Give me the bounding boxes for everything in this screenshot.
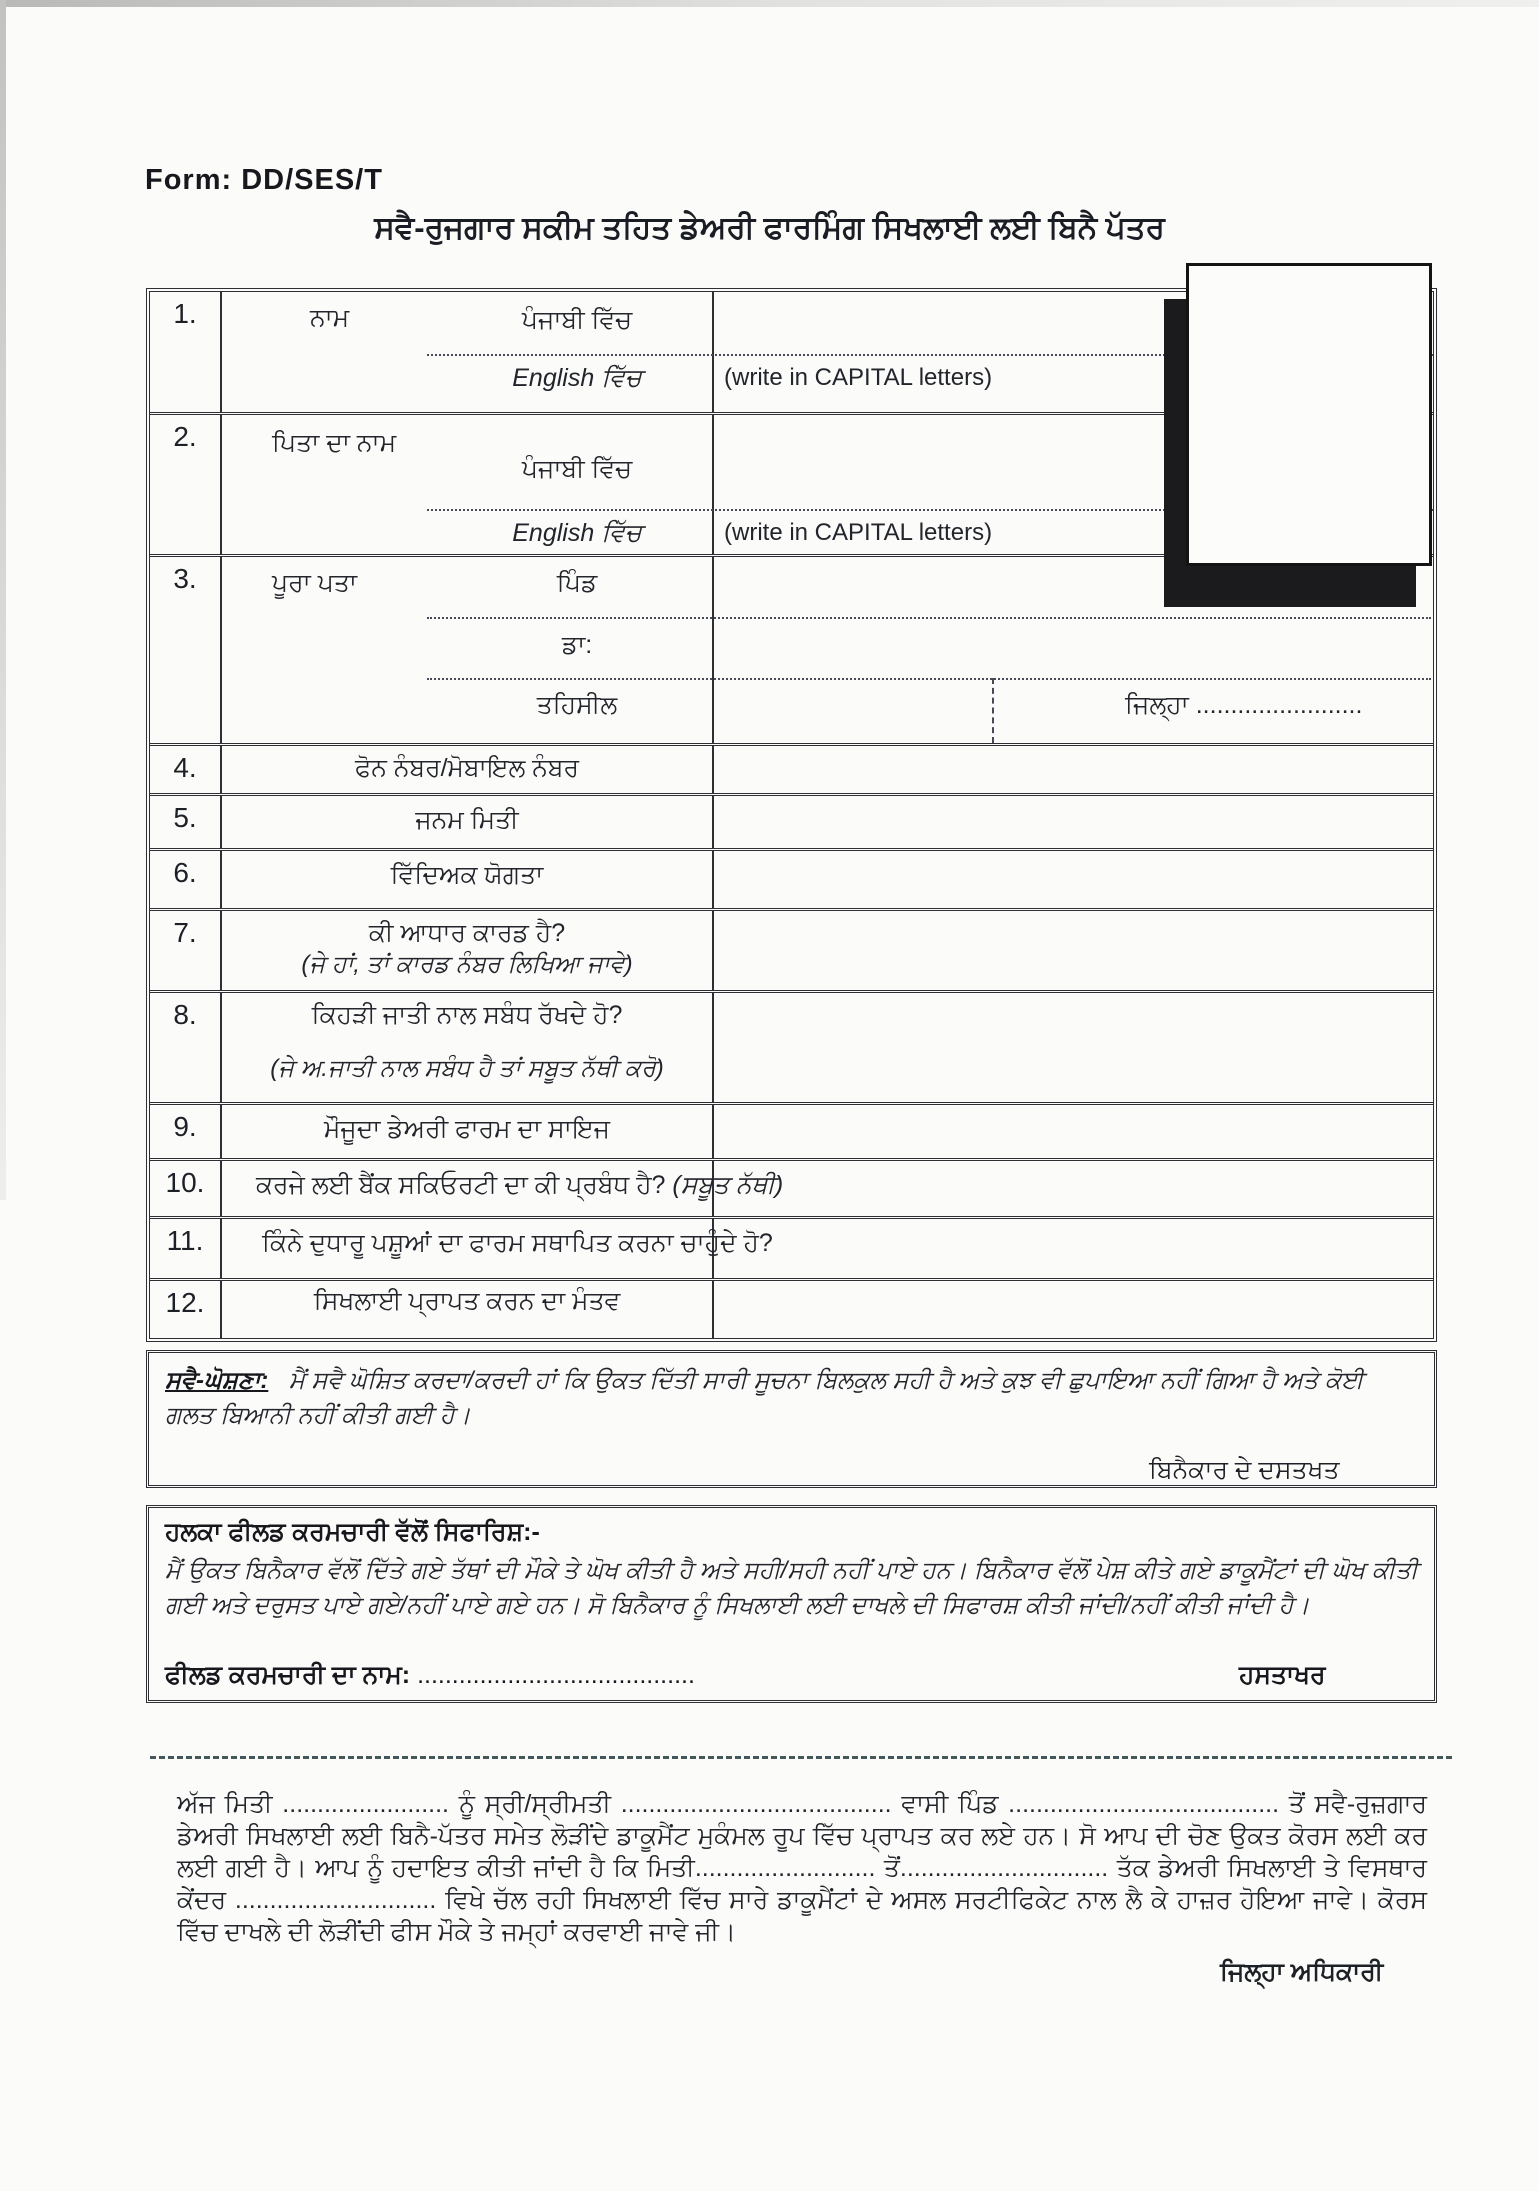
- table-row-dob: [150, 793, 1433, 848]
- name-label: ਨਾਮ: [310, 304, 350, 332]
- farm-size-label-cell: [222, 1105, 714, 1158]
- capital-letters-note: (write in CAPITAL letters): [724, 364, 993, 391]
- farm-size-label: ਮੌਜੂਦਾ ਡੇਅਰੀ ਫਾਰਮ ਦਾ ਸਾਇਜ: [323, 1115, 610, 1143]
- education-label: ਵਿੱਦਿਅਕ ਯੋਗਤਾ: [390, 861, 544, 889]
- dob-input-area[interactable]: [714, 796, 1433, 848]
- self-declaration-body: ਮੈਂ ਸਵੈ ਘੋਸ਼ਿਤ ਕਰਦਾ/ਕਰਦੀ ਹਾਂ ਕਿ ਉਕਤ ਦਿੱਤੀ ਸਾਰੀ ਸੂਚਨਾ ਬਿਲਕੁਲ ਸਹੀ ਹੈ ਅਤੇ ਕੁਝ ਵੀ ਛੁਪਾਇਆ ਨਹੀਂ ਗਿਆ ਹੈ ਅਤੇ ਕੋਈ ਗਲਤ ਬਿਆਨੀ ਨਹੀਂ ਕੀਤੀ ਗਈ ਹੈ।: [165, 1367, 1364, 1429]
- admission-note-paragraph: ਅੱਜ ਮਿਤੀ ........................ ਨੂੰ ਸ੍ਰੀ/ਸ੍ਰੀਮਤੀ ....................................... ਵਾਸੀ ਪਿੰਡ ....................................... ਤੋਂ ਸਵੈ-ਰੁਜ਼ਗਾਰ ਡੇਅਰੀ ਸਿਖਲਾਈ ਲਈ ਬਿਨੈ-ਪੱਤਰ ਸਮੇਤ ਲੋੜੀਂਦੇ ਡਾਕੂਮੈਂਟ ਮੁਕੰਮਲ ਰੂਪ ਵਿੱਚ ਪ੍ਰਾਪਤ ਕਰ ਲਏ ਹਨ। ਸੋ ਆਪ ਦੀ ਚੋਣ ਉਕਤ ਕੋਰਸ ਲਈ ਕਰ ਲਈ ਗਈ ਹੈ। ਆਪ ਨੂੰ ਹਦਾਇਤ ਕੀਤੀ ਜਾਂਦੀ ਹੈ ਕਿ ਮਿਤੀ.......................... ਤੋਂ.............................. ਤੱਕ ਡੇਅਰੀ ਸਿਖਲਾਈ ਤੇ ਵਿਸਥਾਰ ਕੇਂਦਰ ............................. ਵਿਖੇ ਚੱਲ ਰਹੀ ਸਿਖਲਾਈ ਵਿੱਚ ਸਾਰੇ ਡਾਕੂਮੈਂਟਾਂ ਦੇ ਅਸਲ ਸਰਟੀਫਿਕੇਟ ਨਾਲ ਲੈ ਕੇ ਹਾਜ਼ਰ ਹੋਇਆ ਜਾਵੇ। ਕੋਰਸ ਵਿੱਚ ਦਾਖਲੇ ਦੀ ਲੋੜੀਂਦੀ ਫੀਸ ਮੌਕੇ ਤੇ ਜਮ੍ਹਾਂ ਕਰਵਾਈ ਜਾਵੇ ਜੀ।: [177, 1790, 1427, 1946]
- address-label-cell: [222, 557, 714, 743]
- row-number: 5.: [150, 796, 222, 848]
- name-punjabi-sublabel: ਪੰਜਾਬੀ ਵਿੱਚ: [521, 306, 633, 334]
- district-label: ਜਿਲ੍ਹਾ: [1125, 691, 1189, 719]
- table-row-bank-security: [150, 1158, 1433, 1216]
- field-staff-heading: ਹਲਕਾ ਫੀਲਡ ਕਰਮਚਾਰੀ ਵੱਲੋਂ ਸਿਫਾਰਿਸ਼:-: [165, 1518, 540, 1546]
- applicant-signature-label: ਬਿਨੈਕਾਰ ਦੇ ਦਸਤਖਤ: [1149, 1456, 1340, 1484]
- table-row-aadhaar: [150, 908, 1433, 990]
- field-staff-body: ਮੈਂ ਉਕਤ ਬਿਨੈਕਾਰ ਵੱਲੋਂ ਦਿੱਤੇ ਗਏ ਤੱਥਾਂ ਦੀ ਮੌਕੇ ਤੇ ਘੋਖ ਕੀਤੀ ਹੈ ਅਤੇ ਸਹੀ/ਸਹੀ ਨਹੀਂ ਪਾਏ ਹਨ। ਬਿਨੈਕਾਰ ਵੱਲੋਂ ਪੇਸ਼ ਕੀਤੇ ਗਏ ਡਾਕੂਮੈਂਟਾਂ ਦੀ ਘੋਖ ਕੀਤੀ ਗਈ ਅਤੇ ਦਰੁਸਤ ਪਾਏ ਗਏ/ਨਹੀਂ ਪਾਏ ਗਏ ਹਨ। ਸੋ ਬਿਨੈਕਾਰ ਨੂੰ ਸਿਖਲਾਈ ਲਈ ਦਾਖਲੇ ਦੀ ਸਿਫਾਰਸ਼ ਕੀਤੀ ਜਾਂਦੀ/ਨਹੀਂ ਕੀਤੀ ਜਾਂਦੀ ਹੈ।: [165, 1557, 1418, 1619]
- row-number: 3.: [150, 557, 222, 743]
- row-number: 7.: [150, 911, 222, 990]
- caste-note: (ਜੇ ਅ.ਜਾਤੀ ਨਾਲ ਸਬੰਧ ਹੈ ਤਾਂ ਸਬੂਤ ਨੱਥੀ ਕਰੋ): [270, 1055, 664, 1082]
- table-row-milch-animals: [150, 1216, 1433, 1278]
- aadhaar-label: ਕੀ ਆਧਾਰ ਕਾਰਡ ਹੈ?: [368, 919, 566, 947]
- table-row-farm-size: [150, 1102, 1433, 1158]
- table-row-caste: [150, 990, 1433, 1102]
- row-number: 1.: [150, 292, 222, 412]
- post-office-sublabel: ਡਾ:: [561, 631, 593, 659]
- phone-input-area[interactable]: [714, 746, 1433, 793]
- dob-label-cell: [222, 796, 714, 848]
- aadhaar-input-area[interactable]: [714, 911, 1433, 990]
- education-label-cell: [222, 851, 714, 908]
- tear-off-dashed-separator: [150, 1756, 1452, 1759]
- bank-security-label-cell: [222, 1161, 784, 1216]
- scan-edge-artifact-top: [0, 0, 1539, 7]
- photo-attachment-box[interactable]: [1186, 263, 1432, 566]
- phone-label-cell: [222, 746, 714, 793]
- field-staff-recommendation-box: [146, 1505, 1437, 1703]
- bank-security-label: ਕਰਜੇ ਲਈ ਬੈਂਕ ਸਕਿਓਰਟੀ ਦਾ ਕੀ ਪ੍ਰਬੰਧ ਹੈ? (ਸਬੂਤ ਨੱਥੀ): [256, 1171, 784, 1199]
- row-number: 4.: [150, 746, 222, 793]
- purpose-label-cell: [222, 1281, 714, 1338]
- dob-label: ਜਨਮ ਮਿਤੀ: [415, 806, 519, 834]
- bank-security-input-area[interactable]: [714, 1161, 1433, 1216]
- field-staff-name-blank-dots[interactable]: ........................................: [417, 1661, 695, 1689]
- table-row-education: [150, 848, 1433, 908]
- caste-label: ਕਿਹੜੀ ਜਾਤੀ ਨਾਲ ਸਬੰਧ ਰੱਖਦੇ ਹੋ?: [311, 1001, 623, 1029]
- address-row-divider: [427, 617, 1431, 619]
- district-officer-signature-label: ਜਿਲ੍ਹਾ ਅਧਿਕਾਰੀ: [1220, 1958, 1384, 1986]
- row-number: 10.: [150, 1161, 222, 1216]
- father-punjabi-sublabel: ਪੰਜਾਬੀ ਵਿੱਚ: [521, 455, 633, 483]
- purpose-label: ਸਿਖਲਾਈ ਪ੍ਰਾਪਤ ਕਰਨ ਦਾ ਮੰਤਵ: [313, 1287, 621, 1315]
- row-number: 2.: [150, 415, 222, 554]
- table-row-phone: [150, 743, 1433, 793]
- aadhaar-label-cell: [222, 911, 714, 990]
- education-input-area[interactable]: [714, 851, 1433, 908]
- milch-animals-input-area[interactable]: [714, 1219, 1433, 1278]
- caste-label-cell: [222, 993, 714, 1102]
- phone-label: ਫੋਨ ਨੰਬਰ/ਮੋਬਾਇਲ ਨੰਬਰ: [354, 754, 580, 782]
- field-staff-signature-label: ਹਸਤਾਖਰ: [1239, 1661, 1326, 1689]
- father-name-label-cell: [222, 415, 714, 554]
- aadhaar-note: (ਜੇ ਹਾਂ, ਤਾਂ ਕਾਰਡ ਨੰਬਰ ਲਿਖਿਆ ਜਾਵੇ): [301, 951, 633, 978]
- father-english-sublabel: English ਵਿੱਚ: [512, 519, 642, 547]
- district-field[interactable]: [1125, 691, 1362, 720]
- village-sublabel: ਪਿੰਡ: [556, 569, 598, 597]
- tehsil-district-divider: [992, 678, 994, 743]
- field-staff-name-label: ਫੀਲਡ ਕਰਮਚਾਰੀ ਦਾ ਨਾਮ:: [165, 1661, 411, 1689]
- capital-letters-note: (write in CAPITAL letters): [724, 519, 993, 546]
- row-number: 11.: [150, 1219, 222, 1278]
- table-row-purpose: [150, 1278, 1433, 1338]
- address-label: ਪੂਰਾ ਪਤਾ: [272, 569, 357, 597]
- row-number: 12.: [150, 1281, 222, 1338]
- purpose-input-area[interactable]: [714, 1281, 1433, 1338]
- district-blank-dots[interactable]: ........................: [1195, 691, 1363, 719]
- row-number: 6.: [150, 851, 222, 908]
- tehsil-sublabel: ਤਹਿਸੀਲ: [536, 691, 618, 719]
- caste-input-area[interactable]: [714, 993, 1433, 1102]
- page-title: ਸਵੈ-ਰੁਜਗਾਰ ਸਕੀਮ ਤਹਿਤ ਡੇਅਰੀ ਫਾਰਮਿੰਗ ਸਿਖਲਾਈ ਲਈ ਬਿਨੈ ਪੱਤਰ: [374, 210, 1165, 245]
- field-staff-name-field[interactable]: [165, 1661, 695, 1690]
- address-row-divider: [427, 678, 1431, 680]
- row-number: 9.: [150, 1105, 222, 1158]
- milch-animals-label: ਕਿੰਨੇ ਦੁਧਾਰੂ ਪਸ਼ੂਆਂ ਦਾ ਫਾਰਮ ਸਥਾਪਿਤ ਕਰਨਾ ਚਾਹੁੰਦੇ ਹੋ?: [262, 1229, 773, 1257]
- row-number: 8.: [150, 993, 222, 1102]
- bank-security-note: (ਸਬੂਤ ਨੱਥੀ): [672, 1171, 784, 1199]
- name-label-cell: [222, 292, 714, 412]
- milch-animals-label-cell: [222, 1219, 773, 1278]
- farm-size-input-area[interactable]: [714, 1105, 1433, 1158]
- self-declaration-heading: ਸਵੈ-ਘੋਸ਼ਣਾ:: [165, 1367, 269, 1394]
- father-name-label: ਪਿਤਾ ਦਾ ਨਾਮ: [272, 429, 397, 457]
- form-code: Form: DD/SES/T: [145, 164, 383, 196]
- name-english-sublabel: English ਵਿੱਚ: [512, 364, 642, 392]
- scan-edge-artifact-left: [0, 0, 6, 1200]
- self-declaration-box: [146, 1350, 1437, 1488]
